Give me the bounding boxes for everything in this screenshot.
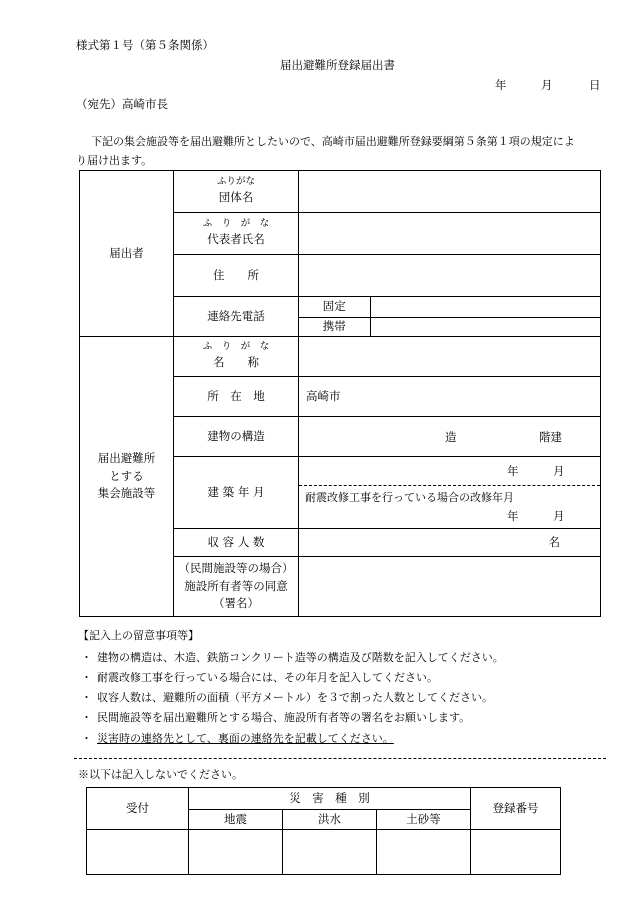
group-furigana-label: ふりがな xyxy=(216,176,255,188)
built-subcell xyxy=(299,457,601,529)
rep-name-field[interactable] xyxy=(299,213,601,255)
retrofit-label: 耐震改修工事を行っている場合の改修年月 xyxy=(305,491,514,504)
flood-label: 洪水 xyxy=(283,810,377,830)
note-item-5 xyxy=(81,730,394,746)
address-label: 住 所 xyxy=(174,255,299,297)
phone-fixed-field[interactable] xyxy=(370,297,600,317)
note-text: 耐震改修工事を行っている場合には、その年月を記入してください。 xyxy=(97,671,438,684)
note-bullet: ・ xyxy=(81,711,92,724)
built-year: 年 xyxy=(507,464,519,478)
note-bullet: ・ xyxy=(81,732,92,745)
location-label: 所 在 地 xyxy=(174,377,299,417)
retrofit-month: 月 xyxy=(553,509,565,523)
note-bullet: ・ xyxy=(81,691,92,704)
facility-section-label xyxy=(80,337,174,617)
phone-mobile-field[interactable] xyxy=(370,317,600,336)
address-field[interactable] xyxy=(299,255,601,297)
registration-number-label: 登録番号 xyxy=(471,788,561,830)
phone-mobile-label: 携帯 xyxy=(299,317,370,336)
built-label: 建 築 年 月 xyxy=(174,457,299,529)
built-date-field[interactable] xyxy=(299,457,600,486)
structure-label: 建物の構造 xyxy=(174,417,299,457)
note-item-2 xyxy=(81,669,438,685)
office-use-note: ※以下は記入しないでください。 xyxy=(78,768,243,781)
addressee: （宛先）高崎市長 xyxy=(76,97,168,111)
registration-table xyxy=(79,170,601,617)
landslide-label: 土砂等 xyxy=(377,810,471,830)
landslide-field[interactable] xyxy=(377,830,471,875)
note-text: 建物の構造は、木造、鉄筋コンクリート造等の構造及び階数を記入してください。 xyxy=(97,651,504,664)
consent-label-cell xyxy=(174,557,299,617)
earthquake-label: 地震 xyxy=(189,810,283,830)
group-name-label-cell xyxy=(174,171,299,213)
consent-label-1: （民間施設等の場合） xyxy=(178,560,294,575)
date-year: 年 xyxy=(495,78,507,92)
note-item-3 xyxy=(81,689,493,705)
rep-name-label: 代表者氏名 xyxy=(207,231,265,246)
group-name-field[interactable] xyxy=(299,171,601,213)
consent-label-3: （署名） xyxy=(213,596,259,611)
capacity-label: 収 容 人 数 xyxy=(174,529,299,557)
rep-name-label-cell xyxy=(174,213,299,255)
disaster-type-label: 災 害 種 別 xyxy=(189,788,471,810)
capacity-field[interactable] xyxy=(299,529,601,557)
note-bullet: ・ xyxy=(81,651,92,664)
location-field[interactable]: 高崎市 xyxy=(299,377,601,417)
earthquake-field[interactable] xyxy=(189,830,283,875)
note-bullet: ・ xyxy=(81,671,92,684)
facility-label-2: とする xyxy=(109,468,144,483)
built-month: 月 xyxy=(553,464,565,478)
consent-signature-field[interactable] xyxy=(299,557,601,617)
structure-zo: 造 xyxy=(445,430,457,444)
registration-number-field[interactable] xyxy=(471,830,561,875)
reception-field[interactable] xyxy=(87,830,189,875)
note-text: 災害時の連絡先として、裏面の連絡先を記載してください。 xyxy=(97,732,394,745)
phone-label: 連絡先電話 xyxy=(174,297,299,337)
intro-line-1: 下記の集会施設等を届出避難所としたいので、高崎市届出避難所登録要綱第５条第１項の規定によ xyxy=(91,135,575,148)
notes-heading: 【記入上の留意事項等】 xyxy=(78,629,199,642)
structure-floors: 階建 xyxy=(539,430,562,444)
date-day: 日 xyxy=(589,78,601,92)
facility-name-label: 名 称 xyxy=(213,354,259,369)
date-month: 月 xyxy=(541,78,553,92)
note-text: 収容人数は、避難所の面積（平方メートル）を３で割った人数としてください。 xyxy=(97,691,493,704)
note-text: 民間施設等を届出避難所とする場合、施設所有者等の署名をお願いします。 xyxy=(97,711,471,724)
phone-subcell xyxy=(299,297,601,337)
capacity-unit: 名 xyxy=(548,534,560,549)
structure-field[interactable] xyxy=(299,417,601,457)
consent-label-2: 施設所有者等の同意 xyxy=(184,578,288,593)
note-item-1 xyxy=(81,649,504,665)
rep-furigana-label: ふ り が な xyxy=(202,218,270,230)
cut-line-divider xyxy=(74,758,606,759)
page-title: 届出避難所登録届出書 xyxy=(280,58,395,72)
retrofit-field[interactable] xyxy=(299,486,600,528)
facility-name-field[interactable] xyxy=(299,337,601,377)
facility-furigana-label: ふ り が な xyxy=(202,341,270,353)
reception-label: 受付 xyxy=(87,788,189,830)
flood-field[interactable] xyxy=(283,830,377,875)
facility-label-3: 集会施設等 xyxy=(97,486,156,501)
group-name-label: 団体名 xyxy=(218,189,254,204)
phone-fixed-label: 固定 xyxy=(299,297,370,317)
facility-label-1: 届出避難所 xyxy=(97,450,156,465)
applicant-section-label: 届出者 xyxy=(80,171,174,337)
note-item-4 xyxy=(81,709,471,725)
facility-name-label-cell xyxy=(174,337,299,377)
form-number: 様式第１号（第５条関係） xyxy=(76,38,214,52)
intro-line-2: り届け出ます。 xyxy=(76,154,153,167)
retrofit-year: 年 xyxy=(507,509,519,523)
office-use-table xyxy=(86,787,561,875)
